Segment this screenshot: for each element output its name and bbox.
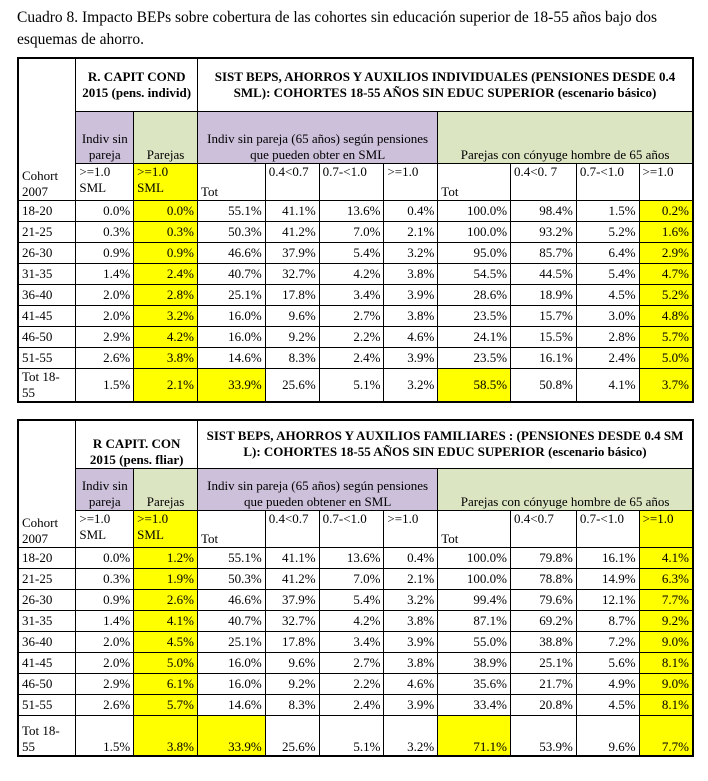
indiv-sin-pareja-header-cell: Indiv sin pareja bbox=[76, 111, 134, 163]
data-cell: 32.7% bbox=[265, 263, 319, 284]
data-cell: 3.9% bbox=[384, 632, 438, 653]
data-cell: 41.1% bbox=[265, 548, 319, 569]
indiv-sin-pareja-header-cell: Indiv sin pareja bbox=[76, 469, 134, 511]
data-cell: 98.4% bbox=[511, 200, 577, 221]
data-cell: 3.8% bbox=[134, 716, 198, 756]
data-cell: 20.8% bbox=[511, 695, 577, 716]
column-header-cell: Tot bbox=[197, 511, 265, 548]
data-cell: 5.4% bbox=[319, 590, 384, 611]
table-row bbox=[18, 221, 693, 242]
data-cell: 2.9% bbox=[76, 674, 134, 695]
data-cell: 2.1% bbox=[134, 368, 198, 401]
data-cell: 40.7% bbox=[197, 263, 265, 284]
data-cell: 16.0% bbox=[197, 326, 265, 347]
data-cell: 28.6% bbox=[438, 284, 511, 305]
row-label-cell: 36-40 bbox=[18, 284, 76, 305]
data-cell: 3.9% bbox=[384, 695, 438, 716]
data-cell: 2.1% bbox=[384, 569, 438, 590]
data-cell: 1.2% bbox=[134, 548, 198, 569]
data-cell: 2.9% bbox=[639, 242, 693, 263]
data-cell: 13.6% bbox=[319, 548, 384, 569]
data-cell: 41.1% bbox=[265, 200, 319, 221]
data-cell: 4.5% bbox=[576, 284, 639, 305]
data-cell: 5.4% bbox=[576, 263, 639, 284]
data-cell: 8.3% bbox=[265, 695, 319, 716]
data-cell: 4.1% bbox=[134, 611, 198, 632]
data-cell: 100.0% bbox=[438, 569, 511, 590]
row-label-cell: 36-40 bbox=[18, 632, 76, 653]
data-cell: 85.7% bbox=[511, 242, 577, 263]
data-cell: 0.9% bbox=[76, 242, 134, 263]
data-cell: 2.0% bbox=[76, 632, 134, 653]
data-cell: 2.4% bbox=[576, 347, 639, 368]
data-cell: 54.5% bbox=[438, 263, 511, 284]
table-row bbox=[18, 200, 693, 221]
row-label-cell: 21-25 bbox=[18, 221, 76, 242]
data-cell: 46.6% bbox=[197, 590, 265, 611]
data-cell: 6.4% bbox=[576, 242, 639, 263]
column-header-cell: 0.7-<1.0 bbox=[319, 163, 384, 200]
row-label-cell: 51-55 bbox=[18, 695, 76, 716]
data-cell: 55.1% bbox=[197, 200, 265, 221]
data-cell: 50.3% bbox=[197, 569, 265, 590]
data-cell: 71.1% bbox=[438, 716, 511, 756]
row-label-cell: 41-45 bbox=[18, 305, 76, 326]
subgroup-header-row bbox=[18, 469, 693, 511]
data-cell: 0.0% bbox=[76, 200, 134, 221]
data-cell: 4.6% bbox=[384, 674, 438, 695]
table-beps-familiares bbox=[17, 419, 694, 757]
data-cell: 21.7% bbox=[511, 674, 577, 695]
data-cell: 4.2% bbox=[319, 263, 384, 284]
data-cell: 5.6% bbox=[576, 653, 639, 674]
data-cell: 2.7% bbox=[319, 653, 384, 674]
data-cell: 25.6% bbox=[265, 368, 319, 401]
data-cell: 16.0% bbox=[197, 674, 265, 695]
data-cell: 2.7% bbox=[319, 305, 384, 326]
data-cell: 4.2% bbox=[134, 326, 198, 347]
data-cell: 99.4% bbox=[438, 590, 511, 611]
row-label-cell: 18-20 bbox=[18, 200, 76, 221]
row-label-cell: 26-30 bbox=[18, 590, 76, 611]
data-cell: 14.9% bbox=[576, 569, 639, 590]
data-cell: 0.9% bbox=[134, 242, 198, 263]
data-cell: 7.2% bbox=[576, 632, 639, 653]
data-cell: 5.4% bbox=[319, 242, 384, 263]
data-cell: 25.1% bbox=[197, 284, 265, 305]
column-header-cell: >=1.0 bbox=[639, 511, 693, 548]
data-cell: 3.2% bbox=[384, 716, 438, 756]
data-cell: 37.9% bbox=[265, 590, 319, 611]
data-cell: 3.8% bbox=[134, 347, 198, 368]
data-cell: 58.5% bbox=[438, 368, 511, 401]
data-cell: 3.7% bbox=[639, 368, 693, 401]
data-cell: 5.1% bbox=[319, 716, 384, 756]
data-cell: 2.1% bbox=[384, 221, 438, 242]
total-row bbox=[18, 368, 693, 401]
data-cell: 1.6% bbox=[639, 221, 693, 242]
column-header-cell: >=1.0 SML bbox=[134, 511, 198, 548]
beps-header-cell: SIST BEPS, AHORROS Y AUXILIOS FAMILIARES : (PENSIONES DESDE 0.4 SM L): COHORTES 18-55 AÑOS SIN EDUC SUPERIOR (escenario básico) bbox=[197, 420, 693, 469]
data-cell: 46.6% bbox=[197, 242, 265, 263]
data-cell: 0.3% bbox=[76, 569, 134, 590]
corner-header-cell: Cohort 2007 bbox=[18, 420, 76, 548]
data-cell: 1.5% bbox=[76, 716, 134, 756]
data-cell: 7.0% bbox=[319, 569, 384, 590]
data-cell: 3.8% bbox=[384, 611, 438, 632]
data-cell: 23.5% bbox=[438, 305, 511, 326]
data-cell: 6.3% bbox=[639, 569, 693, 590]
data-cell: 1.4% bbox=[76, 263, 134, 284]
corner-header-cell: Cohort 2007 bbox=[18, 58, 76, 200]
data-cell: 15.7% bbox=[511, 305, 577, 326]
parejas-header-cell: Parejas bbox=[134, 469, 198, 511]
data-cell: 16.0% bbox=[197, 305, 265, 326]
parejas-65-group-header-cell: Parejas con cónyuge hombre de 65 años bbox=[438, 469, 693, 511]
table-row bbox=[18, 632, 693, 653]
data-cell: 4.5% bbox=[576, 695, 639, 716]
data-cell: 0.0% bbox=[134, 200, 198, 221]
table-row bbox=[18, 674, 693, 695]
data-cell: 3.2% bbox=[134, 305, 198, 326]
data-cell: 0.4% bbox=[384, 200, 438, 221]
data-cell: 0.2% bbox=[639, 200, 693, 221]
parejas-header-cell: Parejas bbox=[134, 111, 198, 163]
data-cell: 2.2% bbox=[319, 326, 384, 347]
data-cell: 2.6% bbox=[134, 590, 198, 611]
table-row bbox=[18, 611, 693, 632]
group-header-row bbox=[18, 420, 693, 469]
table-row bbox=[18, 695, 693, 716]
row-label-cell: 31-35 bbox=[18, 263, 76, 284]
column-header-cell: Tot bbox=[438, 511, 511, 548]
column-header-row bbox=[18, 163, 693, 200]
column-header-cell: >=1.0 bbox=[639, 163, 693, 200]
column-header-row bbox=[18, 511, 693, 548]
data-cell: 9.0% bbox=[639, 674, 693, 695]
data-cell: 33.9% bbox=[197, 716, 265, 756]
data-cell: 5.0% bbox=[639, 347, 693, 368]
data-cell: 2.0% bbox=[76, 284, 134, 305]
parejas-65-group-header-cell: Parejas con cónyuge hombre de 65 años bbox=[438, 111, 693, 163]
data-cell: 3.9% bbox=[384, 347, 438, 368]
data-cell: 50.3% bbox=[197, 221, 265, 242]
table-row bbox=[18, 347, 693, 368]
table-row bbox=[18, 569, 693, 590]
data-cell: 4.9% bbox=[576, 674, 639, 695]
column-header-cell: >=1.0 SML bbox=[76, 511, 134, 548]
data-cell: 2.8% bbox=[576, 326, 639, 347]
group-header-row bbox=[18, 58, 693, 111]
data-cell: 16.1% bbox=[576, 548, 639, 569]
data-cell: 2.0% bbox=[76, 305, 134, 326]
data-cell: 2.6% bbox=[76, 695, 134, 716]
row-label-cell: 26-30 bbox=[18, 242, 76, 263]
data-cell: 2.4% bbox=[319, 347, 384, 368]
data-cell: 25.1% bbox=[511, 653, 577, 674]
data-cell: 8.7% bbox=[576, 611, 639, 632]
data-cell: 33.9% bbox=[197, 368, 265, 401]
total-row bbox=[18, 716, 693, 756]
data-cell: 5.2% bbox=[576, 221, 639, 242]
data-cell: 93.2% bbox=[511, 221, 577, 242]
data-cell: 0.0% bbox=[76, 548, 134, 569]
data-cell: 4.5% bbox=[134, 632, 198, 653]
table-row bbox=[18, 284, 693, 305]
data-cell: 4.6% bbox=[384, 326, 438, 347]
data-cell: 14.6% bbox=[197, 347, 265, 368]
data-cell: 8.1% bbox=[639, 653, 693, 674]
data-cell: 5.1% bbox=[319, 368, 384, 401]
data-cell: 100.0% bbox=[438, 548, 511, 569]
data-cell: 33.4% bbox=[438, 695, 511, 716]
data-cell: 79.8% bbox=[511, 548, 577, 569]
data-cell: 50.8% bbox=[511, 368, 577, 401]
data-cell: 4.8% bbox=[639, 305, 693, 326]
data-cell: 1.5% bbox=[76, 368, 134, 401]
data-cell: 55.0% bbox=[438, 632, 511, 653]
data-cell: 24.1% bbox=[438, 326, 511, 347]
tables-container bbox=[17, 57, 694, 756]
data-cell: 7.7% bbox=[639, 716, 693, 756]
data-cell: 2.4% bbox=[134, 263, 198, 284]
data-cell: 9.6% bbox=[576, 716, 639, 756]
data-cell: 2.0% bbox=[76, 653, 134, 674]
data-cell: 15.5% bbox=[511, 326, 577, 347]
data-cell: 3.4% bbox=[319, 632, 384, 653]
row-label-cell: 46-50 bbox=[18, 326, 76, 347]
data-cell: 9.2% bbox=[265, 326, 319, 347]
data-cell: 32.7% bbox=[265, 611, 319, 632]
column-header-cell: 0.7-<1.0 bbox=[576, 163, 639, 200]
data-cell: 4.2% bbox=[319, 611, 384, 632]
data-cell: 0.3% bbox=[76, 221, 134, 242]
data-cell: 100.0% bbox=[438, 200, 511, 221]
indiv-65-group-header-cell: Indiv sin pareja (65 años) según pensiones que pueden obtener en SML bbox=[197, 469, 437, 511]
data-cell: 2.8% bbox=[134, 284, 198, 305]
data-cell: 79.6% bbox=[511, 590, 577, 611]
table-row bbox=[18, 263, 693, 284]
data-cell: 69.2% bbox=[511, 611, 577, 632]
data-cell: 44.5% bbox=[511, 263, 577, 284]
column-header-cell: 0.4<0.7 bbox=[511, 511, 577, 548]
data-cell: 3.4% bbox=[319, 284, 384, 305]
data-cell: 3.2% bbox=[384, 242, 438, 263]
data-cell: 3.2% bbox=[384, 590, 438, 611]
data-cell: 3.8% bbox=[384, 653, 438, 674]
data-cell: 0.4% bbox=[384, 548, 438, 569]
column-header-cell: >=1.0 SML bbox=[76, 163, 134, 200]
column-header-cell: >=1.0 bbox=[384, 163, 438, 200]
data-cell: 3.8% bbox=[384, 263, 438, 284]
data-cell: 25.6% bbox=[265, 716, 319, 756]
column-header-cell: >=1.0 bbox=[384, 511, 438, 548]
data-cell: 95.0% bbox=[438, 242, 511, 263]
table-row bbox=[18, 548, 693, 569]
data-cell: 25.1% bbox=[197, 632, 265, 653]
data-cell: 8.1% bbox=[639, 695, 693, 716]
data-cell: 100.0% bbox=[438, 221, 511, 242]
data-cell: 12.1% bbox=[576, 590, 639, 611]
data-cell: 4.7% bbox=[639, 263, 693, 284]
data-cell: 2.6% bbox=[76, 347, 134, 368]
data-cell: 40.7% bbox=[197, 611, 265, 632]
column-header-cell: 0.7-<1.0 bbox=[319, 511, 384, 548]
data-cell: 4.1% bbox=[639, 548, 693, 569]
row-label-cell: Tot 18-55 bbox=[18, 368, 76, 401]
data-cell: 5.7% bbox=[134, 695, 198, 716]
data-cell: 17.8% bbox=[265, 284, 319, 305]
data-cell: 17.8% bbox=[265, 632, 319, 653]
data-cell: 37.9% bbox=[265, 242, 319, 263]
indiv-65-group-header-cell: Indiv sin pareja (65 años) según pensiones que pueden obter en SML bbox=[197, 111, 437, 163]
data-cell: 87.1% bbox=[438, 611, 511, 632]
data-cell: 0.9% bbox=[76, 590, 134, 611]
data-cell: 35.6% bbox=[438, 674, 511, 695]
data-cell: 8.3% bbox=[265, 347, 319, 368]
column-header-cell: Tot bbox=[197, 163, 265, 200]
data-cell: 41.2% bbox=[265, 221, 319, 242]
data-cell: 1.9% bbox=[134, 569, 198, 590]
data-cell: 23.5% bbox=[438, 347, 511, 368]
data-cell: 9.6% bbox=[265, 653, 319, 674]
row-label-cell: Tot 18-55 bbox=[18, 716, 76, 756]
table-row bbox=[18, 305, 693, 326]
table-row bbox=[18, 653, 693, 674]
data-cell: 5.2% bbox=[639, 284, 693, 305]
row-label-cell: 41-45 bbox=[18, 653, 76, 674]
rcapit-header-cell: R. CAPIT COND 2015 (pens. individ) bbox=[76, 58, 198, 111]
beps-header-cell: SIST BEPS, AHORROS Y AUXILIOS INDIVIDUALES (PENSIONES DESDE 0.4 SML): COHORTES 18-55 AÑOS SIN EDUC SUPERIOR (escenario básico) bbox=[197, 58, 693, 111]
data-cell: 13.6% bbox=[319, 200, 384, 221]
table-row bbox=[18, 242, 693, 263]
data-cell: 9.6% bbox=[265, 305, 319, 326]
data-cell: 3.8% bbox=[384, 305, 438, 326]
data-cell: 78.8% bbox=[511, 569, 577, 590]
data-cell: 14.6% bbox=[197, 695, 265, 716]
data-cell: 0.3% bbox=[134, 221, 198, 242]
data-cell: 2.4% bbox=[319, 695, 384, 716]
data-cell: 9.2% bbox=[265, 674, 319, 695]
data-cell: 16.0% bbox=[197, 653, 265, 674]
data-cell: 5.0% bbox=[134, 653, 198, 674]
data-cell: 16.1% bbox=[511, 347, 577, 368]
column-header-cell: >=1.0 SML bbox=[134, 163, 198, 200]
data-cell: 2.2% bbox=[319, 674, 384, 695]
data-cell: 7.0% bbox=[319, 221, 384, 242]
data-cell: 3.9% bbox=[384, 284, 438, 305]
data-cell: 5.7% bbox=[639, 326, 693, 347]
data-cell: 41.2% bbox=[265, 569, 319, 590]
column-header-cell: 0.4<0.7 bbox=[265, 511, 319, 548]
column-header-cell: 0.4<0. 7 bbox=[511, 163, 577, 200]
table-row bbox=[18, 326, 693, 347]
data-cell: 38.9% bbox=[438, 653, 511, 674]
table-row bbox=[18, 590, 693, 611]
data-cell: 1.4% bbox=[76, 611, 134, 632]
data-cell: 3.2% bbox=[384, 368, 438, 401]
row-label-cell: 31-35 bbox=[18, 611, 76, 632]
column-header-cell: 0.4<0.7 bbox=[265, 163, 319, 200]
data-cell: 2.9% bbox=[76, 326, 134, 347]
data-cell: 9.0% bbox=[639, 632, 693, 653]
rcapit-header-cell: R CAPIT. CON 2015 (pens. fliar) bbox=[76, 420, 198, 469]
subgroup-header-row bbox=[18, 111, 693, 163]
table-caption: Cuadro 8. Impacto BEPs sobre cobertura de las cohortes sin educación superior de 18-55 años bajo dos esquemas de ahorro. bbox=[17, 9, 658, 48]
column-header-cell: Tot bbox=[438, 163, 511, 200]
data-cell: 1.5% bbox=[576, 200, 639, 221]
data-cell: 7.7% bbox=[639, 590, 693, 611]
data-cell: 38.8% bbox=[511, 632, 577, 653]
row-label-cell: 18-20 bbox=[18, 548, 76, 569]
row-label-cell: 51-55 bbox=[18, 347, 76, 368]
column-header-cell: 0.7-<1.0 bbox=[576, 511, 639, 548]
row-label-cell: 21-25 bbox=[18, 569, 76, 590]
data-cell: 9.2% bbox=[639, 611, 693, 632]
row-label-cell: 46-50 bbox=[18, 674, 76, 695]
table-beps-individuales bbox=[17, 57, 694, 402]
data-cell: 4.1% bbox=[576, 368, 639, 401]
data-cell: 55.1% bbox=[197, 548, 265, 569]
data-cell: 3.0% bbox=[576, 305, 639, 326]
data-cell: 53.9% bbox=[511, 716, 577, 756]
data-cell: 6.1% bbox=[134, 674, 198, 695]
data-cell: 18.9% bbox=[511, 284, 577, 305]
